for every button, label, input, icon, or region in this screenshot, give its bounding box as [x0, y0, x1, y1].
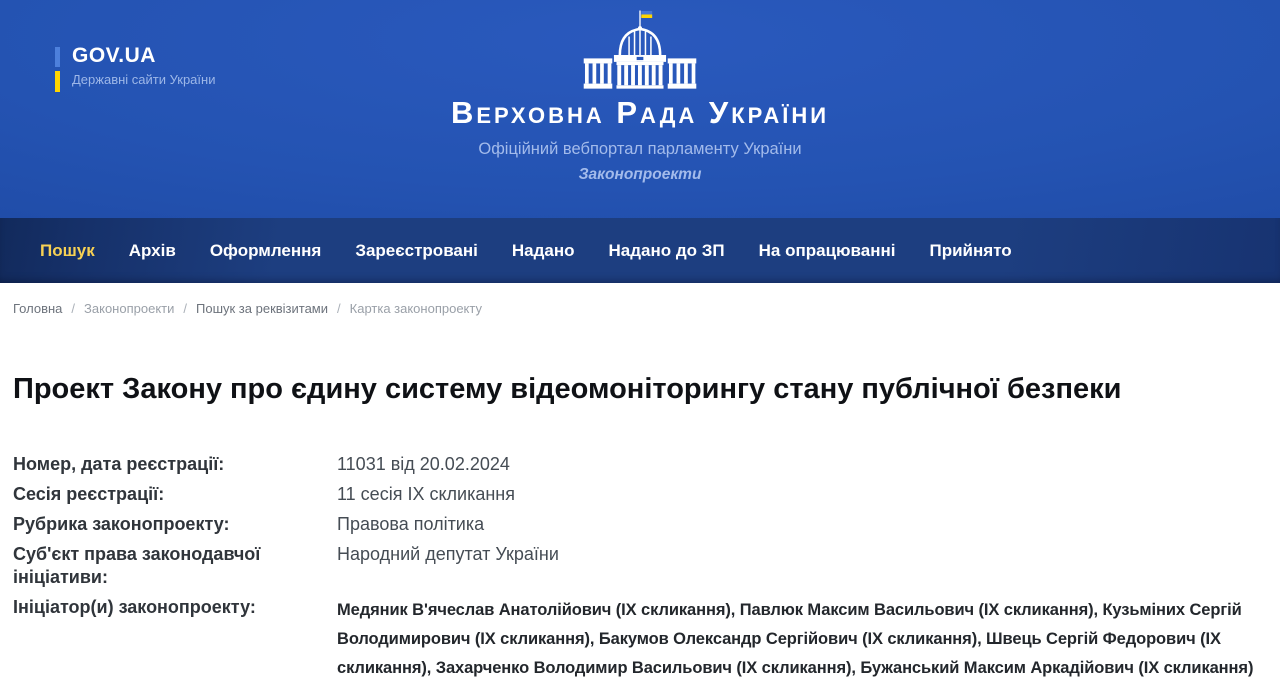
- breadcrumb-item-holovna[interactable]: Головна: [13, 301, 63, 316]
- breadcrumb-separator: /: [337, 301, 341, 316]
- site-title: Верховна Рада України: [450, 95, 830, 130]
- main-content: [0, 373, 1280, 681]
- flag-blue-segment: [55, 47, 60, 67]
- nav-item-nadano-do-zp[interactable]: Надано до ЗП: [608, 240, 725, 260]
- nav-item-oformlennia[interactable]: Оформлення: [209, 240, 322, 260]
- main-nav: [0, 218, 1280, 283]
- nav-item-zareiestrovani[interactable]: Зареєстровані: [355, 240, 478, 260]
- site-subtitle: Офіційний вебпортал парламенту України: [478, 140, 802, 158]
- detail-label-session: Сесія реєстрації:: [13, 484, 165, 504]
- detail-label-rubric: Рубрика законопроекту:: [13, 514, 230, 534]
- govua-text: [72, 44, 215, 92]
- bill-details: [13, 453, 1267, 681]
- detail-value-session: 11 сесія IX скликання: [337, 484, 515, 504]
- section-label-zakonoproekty[interactable]: Законопроекти: [578, 166, 702, 183]
- detail-value-initiators: Медяник В'ячеслав Анатолійович (IX скликання), Павлюк Максим Васильович (IX скликання), Кузьміних Сергій Володимирович (IX скликання), Бакумов Олександр Сергійович (IX скликання), Швець Сергій Федорович (IX скликання), Захарченко Володимир Васильович (IX скликання), Бужанський Максим Аркадійович (IX скликання): [337, 601, 1254, 677]
- header-center: [0, 0, 1280, 184]
- breadcrumb-item-kartka-zakonoproektu: Картка законопроекту: [349, 301, 482, 316]
- nav-item-na-opratsiuvanni[interactable]: На опрацюванні: [758, 240, 896, 260]
- detail-label-initiators: Ініціатор(и) законопроекту:: [13, 597, 256, 617]
- breadcrumb-item-poshuk-za-rekvizytamy[interactable]: Пошук за реквізитами: [196, 301, 329, 316]
- detail-label-number: Номер, дата реєстрації:: [13, 454, 225, 474]
- breadcrumb: [0, 283, 1280, 316]
- nav-item-poshuk[interactable]: Пошук: [40, 240, 95, 260]
- breadcrumb-item-zakonoproekty[interactable]: Законопроекти: [84, 301, 175, 316]
- detail-value-number: 11031 від 20.02.2024: [337, 454, 510, 474]
- site-header: [0, 0, 1280, 218]
- nav-item-nadano[interactable]: Надано: [511, 240, 575, 260]
- detail-label-subject: Суб'єкт права законодавчої ініціативи:: [13, 544, 261, 587]
- ukraine-flag-bar-icon: [55, 44, 60, 92]
- govua-title: GOV.UA: [72, 44, 156, 67]
- detail-value-rubric: Правова політика: [337, 514, 485, 534]
- breadcrumb-separator: /: [71, 301, 76, 316]
- breadcrumb-separator: /: [183, 301, 187, 316]
- govua-logo[interactable]: [55, 44, 215, 92]
- govua-subtitle: Державні сайти України: [72, 72, 216, 87]
- page-title: Проект Закону про єдину систему відеомоніторингу стану публічної безпеки: [13, 373, 1122, 405]
- nav-item-arkhiv[interactable]: Архів: [128, 240, 176, 260]
- detail-value-subject: Народний депутат України: [337, 544, 559, 564]
- flag-yellow-segment: [55, 71, 60, 92]
- nav-item-pryiniato[interactable]: Прийнято: [929, 240, 1012, 260]
